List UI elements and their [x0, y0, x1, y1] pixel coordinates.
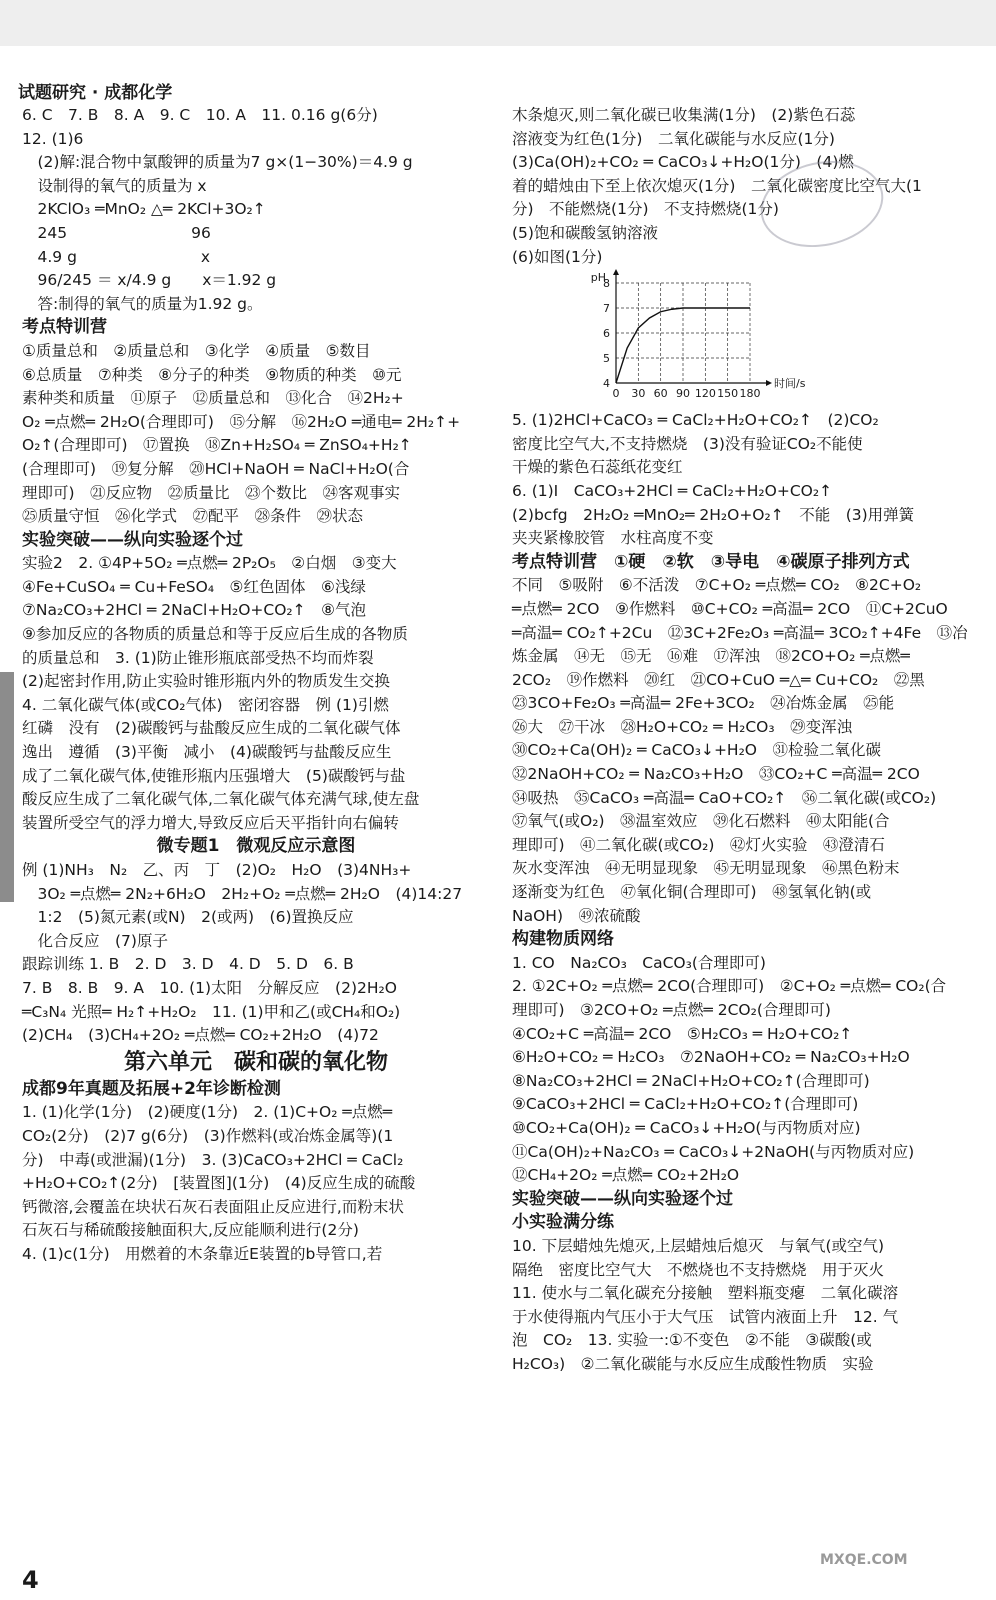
x-tick-label: 60	[653, 387, 668, 401]
x-tick-label: 30	[631, 387, 646, 401]
text-line: 实验2 2. ①4P+5O₂ ═点燃═ 2P₂O₅ ②白烟 ③变大	[22, 554, 397, 573]
x-tick-label: 180	[739, 387, 761, 401]
text-line: 钙微溶,会覆盖在块状石灰石表面阻止反应进行,而粉末状	[22, 1197, 404, 1216]
text-line: 3O₂ ═点燃═ 2N₂+6H₂O 2H₂+O₂ ═点燃═ 2H₂O (4)14:27	[22, 884, 463, 903]
text-line: 1:2 (5)氮元素(或N) 2(或两) (6)置换反应	[22, 908, 354, 927]
text-line: ⑨CaCO₃+2HCl ═ CaCl₂+H₂O+CO₂↑(合理即可)	[512, 1095, 859, 1114]
text-line: 酸反应生成了二氧化碳气体,二氧化碳气体充满气球,使左盘	[22, 790, 420, 809]
text-line: ㉜2NaOH+CO₂ ═ Na₂CO₃+H₂O ㉝CO₂+C ═高温═ 2CO	[512, 765, 920, 784]
text-line: O₂↑(合理即可) ⑰置换 ⑱Zn+H₂SO₄ ═ ZnSO₄+H₂↑	[22, 436, 412, 455]
right-column	[512, 104, 978, 1377]
text-line: NaOH) ㊾浓硫酸	[512, 906, 641, 925]
text-line: ㉖大 ㉗干冰 ㉘H₂O+CO₂ ═ H₂CO₃ ㉙变浑浊	[512, 717, 853, 736]
text-line: 的质量总和 3. (1)防止锥形瓶底部受热不均而炸裂	[22, 648, 374, 667]
text-line: 6. (1)Ⅰ CaCO₃+2HCl ═ CaCl₂+H₂O+CO₂↑	[512, 481, 833, 500]
text-line: ⑩CO₂+Ca(OH)₂ ═ CaCO₃↓+H₂O(与丙物质对应)	[512, 1118, 861, 1137]
text-line: 灰水变浑浊 ㊹无明显现象 ㊺无明显现象 ㊻黑色粉末	[512, 859, 900, 878]
y-tick-label: 6	[603, 327, 610, 341]
right-column-bottom	[512, 409, 978, 1376]
text-line: 11. 使水与二氧化碳充分接触 塑料瓶变瘪 二氧化碳溶	[512, 1284, 899, 1303]
text-line: 245 96	[22, 223, 211, 242]
ph-chart-svg	[582, 269, 806, 409]
text-line: 泡 CO₂ 13. 实验一:①不变色 ②不能 ③碳酸(或	[512, 1331, 872, 1350]
y-tick-label: 5	[603, 352, 610, 366]
text-line: 微专题1 微观反应示意图	[156, 836, 356, 857]
text-line: ㉓3CO+Fe₂O₃ ═高温═ 2Fe+3CO₂ ㉔冶炼金属 ㉕能	[512, 694, 895, 713]
y-axis-arrow	[613, 269, 619, 275]
text-line: ⑦Na₂CO₃+2HCl ═ 2NaCl+H₂O+CO₂↑ ⑧气泡	[22, 601, 367, 620]
text-line: (6)如图(1分)	[512, 247, 603, 266]
x-tick-label: 120	[694, 387, 716, 401]
y-axis-label: pH	[590, 271, 606, 285]
text-line: 2CO₂ ⑲作燃料 ⑳红 ㉑CO+CuO ═△═ Cu+CO₂ ㉒黑	[512, 670, 925, 689]
text-line: (3)Ca(OH)₂+CO₂ ═ CaCO₃↓+H₂O(1分) (4)燃	[512, 153, 854, 172]
ph-chart	[582, 269, 978, 409]
text-line: 6. C 7. B 8. A 9. C 10. A 11. 0.16 g(6分)	[22, 106, 378, 124]
text-line: 例 (1)NH₃ N₂ 乙、丙 丁 (2)O₂ H₂O (3)4NH₃+	[22, 861, 412, 879]
text-line: 成了二氧化碳气体,使锥形瓶内压强增大 (5)碳酸钙与盐	[22, 766, 406, 785]
x-tick-label: 0	[612, 387, 620, 401]
text-line: ⑪Ca(OH)₂+Na₂CO₃ ═ CaCO₃↓+2NaOH(与丙物质对应)	[512, 1142, 915, 1161]
text-line: 化合反应 (7)原子	[22, 931, 168, 950]
text-line: (2)起密封作用,防止实验时锥形瓶内外的物质发生交换	[22, 672, 390, 691]
x-axis-label: 时间/s	[774, 377, 806, 391]
text-line: 考点特训营 ①硬 ②软 ③导电 ④碳原子排列方式	[512, 551, 910, 572]
text-line: CO₂(2分) (2)7 g(6分) (3)作燃料(或冶炼金属等)(1	[22, 1126, 394, 1145]
text-line: 12. (1)6	[22, 129, 84, 148]
text-line: (2)bcfg 2H₂O₂ ═MnO₂═ 2H₂O+O₂↑ 不能 (3)用弹簧	[512, 505, 915, 524]
text-line: 10. 下层蜡烛先熄灭,上层蜡烛后熄灭 与氧气(或空气)	[512, 1236, 885, 1255]
text-line: 构建物质网络	[512, 929, 614, 950]
text-line: 第六单元 碳和碳的氧化物	[123, 1049, 388, 1075]
text-line: 2KClO₃ ═MnO₂ △═ 2KCl+3O₂↑	[22, 200, 266, 219]
text-line: 考点特训营	[22, 317, 107, 338]
running-title: 试题研究 · 成都化学	[18, 83, 173, 103]
text-line: ④Fe+CuSO₄ ═ Cu+FeSO₄ ⑤红色固体 ⑥浅绿	[22, 577, 366, 596]
y-tick-label: 7	[603, 302, 610, 316]
text-line: 成都9年真题及拓展+2年诊断检测	[22, 1078, 281, 1099]
text-line: 干燥的紫色石蕊纸花变红	[512, 458, 683, 477]
text-line: 溶液变为红色(1分) 二氧化碳能与水反应(1分)	[512, 129, 835, 148]
text-line: 石灰石与稀硫酸接触面积大,反应能顺利进行(2分)	[22, 1221, 359, 1240]
text-line: H₂CO₃) ②二氧化碳能与水反应生成酸性物质 实验	[512, 1354, 874, 1373]
text-line: ⑥总质量 ⑦种类 ⑧分子的种类 ⑨物质的种类 ⑩元	[22, 365, 402, 384]
text-line: (5)饱和碳酸氢钠溶液	[512, 223, 658, 242]
left-column	[22, 104, 490, 1267]
text-line: ㊲氧气(或O₂) ㊳温室效应 ㊴化石燃料 ㊵太阳能(合	[512, 812, 890, 831]
text-line: (2)解:混合物中氯酸钾的质量为7 g×(1−30%)＝4.9 g	[22, 153, 413, 172]
text-line: 答:制得的氧气的质量为1.92 g。	[22, 294, 263, 313]
text-line: ㉞吸热 ㉟CaCO₃ ═高温═ CaO+CO₂↑ ㊱二氧化碳(或CO₂)	[512, 788, 937, 807]
text-line: 4. 二氧化碳气体(或CO₂气体) 密闭容器 例 (1)引燃	[22, 695, 389, 714]
text-line: ①质量总和 ②质量总和 ③化学 ④质量 ⑤数目	[22, 341, 371, 360]
text-line: 7. B 8. B 9. A 10. (1)太阳 分解反应 (2)2H₂O	[22, 978, 397, 997]
text-line: 装置所受空气的浮力增大,导致反应后天平指针向右偏转	[22, 813, 399, 832]
text-line: 4.9 g x	[22, 247, 211, 266]
text-line: 1. CO Na₂CO₃ CaCO₃(合理即可)	[512, 953, 766, 972]
x-axis-arrow	[766, 380, 772, 386]
text-line: ═高温═ CO₂↑+2Cu ⑫3C+2Fe₂O₃ ═高温═ 3CO₂↑+4Fe ⑬冶	[512, 623, 968, 642]
text-line: (2)CH₄ (3)CH₄+2O₂ ═点燃═ CO₂+2H₂O (4)72	[22, 1026, 379, 1045]
text-line: 逸出 遵循 (3)平衡 减小 (4)碳酸钙与盐酸反应生	[22, 743, 392, 762]
text-line: 木条熄灭,则二氧化碳已收集满(1分) (2)紫色石蕊	[512, 106, 856, 124]
text-line: 逐渐变为红色 ㊼氧化铜(合理即可) ㊽氢氧化钠(或	[512, 883, 872, 902]
text-line: ⑫CH₄+2O₂ ═点燃═ CO₂+2H₂O	[512, 1166, 740, 1185]
watermark: MXQE.COM	[820, 1552, 908, 1568]
text-line: O₂ ═点燃═ 2H₂O(合理即可) ⑮分解 ⑯2H₂O ═通电═ 2H₂↑+	[22, 412, 461, 431]
text-line: ⑧Na₂CO₃+2HCl ═ 2NaCl+H₂O+CO₂↑(合理即可)	[512, 1071, 870, 1090]
text-line: 于水使得瓶内气压小于大气压 试管内液面上升 12. 气	[512, 1307, 899, 1326]
right-column-top	[512, 104, 978, 269]
page-number: 4	[22, 1566, 39, 1594]
text-line: 素种类和质量 ⑪原子 ⑫质量总和 ⑬化合 ⑭2H₂+	[22, 389, 404, 408]
text-line: ㉚CO₂+Ca(OH)₂ ═ CaCO₃↓+H₂O ㉛检验二氧化碳	[512, 741, 881, 760]
top-margin-band	[0, 0, 996, 46]
text-line: 分) 中毒(或泄漏)(1分) 3. (3)CaCO₃+2HCl ═ CaCl₂	[22, 1150, 404, 1169]
text-line: 理即可) ㊶二氧化碳(或CO₂) ㊷灯火实验 ㊸澄清石	[512, 835, 885, 854]
text-line: 实验突破——纵向实验逐个过	[512, 1188, 733, 1209]
text-line: 5. (1)2HCl+CaCO₃ ═ CaCl₂+H₂O+CO₂↑ (2)CO₂	[512, 411, 879, 430]
text-line: 分) 不能燃烧(1分) 不支持燃烧(1分)	[512, 200, 779, 219]
text-line: 小实验满分练	[512, 1212, 614, 1233]
text-line: ④CO₂+C ═高温═ 2CO ⑤H₂CO₃ ═ H₂O+CO₂↑	[512, 1024, 853, 1043]
x-tick-label: 90	[676, 387, 690, 401]
text-line: 1. (1)化学(1分) (2)硬度(1分) 2. (1)C+O₂ ═点燃═	[22, 1103, 393, 1122]
text-line: 理即可) ③2CO+O₂ ═点燃═ 2CO₂(合理即可)	[512, 1001, 831, 1019]
text-line: 夹夹紧橡胶管 水柱高度不变	[512, 529, 714, 548]
text-line: 隔绝 密度比空气大 不燃烧也不支持燃烧 用于灭火	[512, 1260, 885, 1279]
text-line: 跟踪训练 1. B 2. D 3. D 4. D 5. D 6. B	[22, 955, 354, 974]
text-line: ═C₃N₄ 光照═ H₂↑+H₂O₂ 11. (1)甲和乙(或CH₄和O₂)	[22, 1002, 401, 1021]
text-line: 红磷 没有 (2)碳酸钙与盐酸反应生成的二氧化碳气体	[22, 719, 401, 738]
text-line: (合理即可) ⑲复分解 ⑳HCl+NaOH ═ NaCl+H₂O(合	[22, 459, 410, 478]
text-line: 理即可) ㉑反应物 ㉒质量比 ㉓个数比 ㉔客观事实	[22, 483, 401, 502]
text-line: 4. (1)c(1分) 用燃着的木条靠近E装置的b导管口,若	[22, 1244, 383, 1263]
text-line: 设制得的氧气的质量为 x	[22, 176, 207, 195]
text-line: 不同 ⑤吸附 ⑥不活泼 ⑦C+O₂ ═点燃═ CO₂ ⑧2C+O₂	[512, 576, 922, 595]
text-line: 着的蜡烛由下至上依次熄灭(1分) 二氧化碳密度比空气大(1	[512, 176, 922, 195]
text-line: 2. ①2C+O₂ ═点燃═ 2CO(合理即可) ②C+O₂ ═点燃═ CO₂(合	[512, 977, 947, 996]
x-tick-label: 150	[717, 387, 739, 401]
text-line: ⑥H₂O+CO₂ ═ H₂CO₃ ⑦2NaOH+CO₂ ═ Na₂CO₃+H₂O	[512, 1048, 910, 1067]
y-tick-label: 4	[603, 377, 610, 391]
side-tab	[0, 672, 14, 902]
text-line: 炼金属 ⑭无 ⑮无 ⑯难 ⑰浑浊 ⑱2CO+O₂ ═点燃═	[512, 647, 910, 666]
text-line: +H₂O+CO₂↑(2分) [装置图](1分) (4)反应生成的硫酸	[22, 1174, 416, 1193]
text-line: 密度比空气大,不支持燃烧 (3)没有验证CO₂不能使	[512, 434, 863, 453]
text-line: ㉕质量守恒 ㉖化学式 ㉗配平 ㉘条件 ㉙状态	[22, 507, 364, 526]
text-line: 96/245 ＝ x/4.9 g x＝1.92 g	[22, 271, 277, 290]
text-line: ═点燃═ 2CO ⑨作燃料 ⑩C+CO₂ ═高温═ 2CO ⑪C+2CuO	[512, 599, 948, 618]
text-line: 实验突破——纵向实验逐个过	[22, 529, 243, 550]
y-tick-label: 8	[603, 277, 610, 291]
text-line: ⑨参加反应的各物质的质量总和等于反应后生成的各物质	[22, 625, 408, 644]
